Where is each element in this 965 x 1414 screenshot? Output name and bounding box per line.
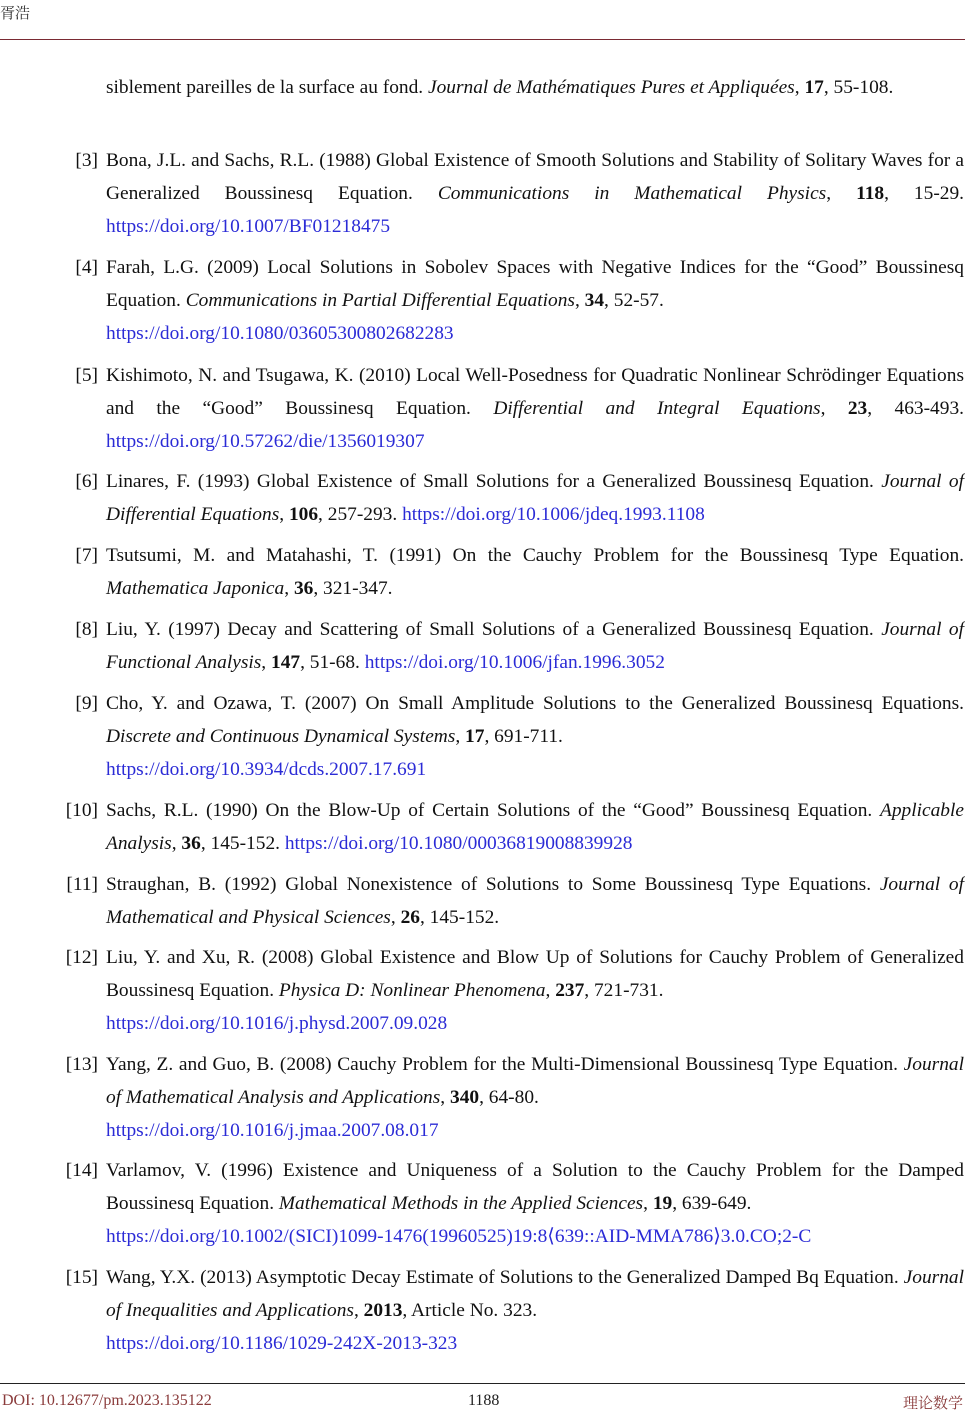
volume: 237 <box>555 980 585 1001</box>
reference-text: , <box>794 77 805 98</box>
reference-number: [10] <box>65 800 98 821</box>
reference-item <box>75 144 965 243</box>
reference-text: , <box>279 504 289 525</box>
reference-number: [11] <box>66 874 98 895</box>
reference-text: , <box>261 652 271 673</box>
reference-text: , <box>390 907 401 928</box>
running-header-author: 胥浩 <box>0 4 31 22</box>
volume: 2013 <box>363 1300 403 1321</box>
reference-text: Yang, Z. and Guo, B. (2008) Cauchy Problem for the Multi-Dimensional Boussinesq Type Equation. <box>106 1054 904 1075</box>
doi-link[interactable]: https://doi.org/10.1016/j.jmaa.2007.08.017 <box>106 1120 439 1141</box>
volume: 23 <box>847 398 868 419</box>
reference-text: Straughan, B. (1992) Global Nonexistence of Solutions to Some Boussinesq Type Equations. <box>106 874 880 895</box>
reference-text: , 15-29. <box>884 183 965 204</box>
reference-item <box>65 1261 964 1360</box>
reference-text: Wang, Y.X. (2013) Asymptotic Decay Estimate of Solutions to the Generalized Damped Bq Equation. <box>106 1267 904 1288</box>
reference-number: [8] <box>75 619 98 640</box>
reference-text: , 145-152. <box>200 833 285 854</box>
reference-item <box>75 539 964 605</box>
reference-item <box>75 359 964 458</box>
journal-name: Applicable Analysis <box>106 800 964 854</box>
footer-journal: 理论数学 <box>902 1394 963 1412</box>
journal-name: Discrete and Continuous Dynamical Systems <box>106 726 456 747</box>
journal-name: Journal of Inequalities and Applications <box>106 1267 964 1321</box>
reference-text: , <box>440 1087 450 1108</box>
doi-link[interactable]: https://doi.org/10.1080/03605300802682283 <box>106 323 454 344</box>
doi-link[interactable]: https://doi.org/10.57262/die/1356019307 <box>106 431 425 452</box>
reference-item <box>75 251 964 350</box>
reference-text: Tsutsumi, M. and Matahashi, T. (1991) On the Cauchy Problem for the Boussinesq Type Equation. <box>106 545 964 566</box>
doi-link[interactable]: https://doi.org/10.1006/jdeq.1993.1108 <box>402 504 705 525</box>
reference-text: , <box>171 833 182 854</box>
reference-text: Varlamov, V. (1996) Existence and Uniqueness of a Solution to the Cauchy Problem for the Damped Boussinesq Equation. <box>106 1160 964 1214</box>
reference-text: , 257-293. <box>318 504 403 525</box>
reference-text: , 55-108. <box>823 77 894 98</box>
volume: 26 <box>400 907 420 928</box>
reference-text: Liu, Y. and Xu, R. (2008) Global Existence and Blow Up of Solutions for Cauchy Problem of Generalized Boussinesq Equation. <box>106 947 964 1001</box>
journal-name: Communications in Mathematical Physics <box>437 183 827 204</box>
reference-text: Liu, Y. (1997) Decay and Scattering of Small Solutions of a Generalized Boussinesq Equation. <box>106 619 882 640</box>
reference-item <box>66 868 964 934</box>
reference-text: , 145-152. <box>419 907 500 928</box>
volume: 36 <box>293 578 314 599</box>
reference-number: [4] <box>75 257 98 278</box>
reference-number: [7] <box>75 545 98 566</box>
reference-number: [6] <box>75 471 98 492</box>
reference-item <box>75 687 964 786</box>
journal-name: Mathematica Japonica <box>106 578 285 599</box>
volume: 106 <box>288 504 319 525</box>
journal-name: Communications in Partial Differential Equations <box>185 290 575 311</box>
journal-name: Differential and Integral Equations <box>493 398 821 419</box>
reference-item <box>75 613 964 679</box>
reference-item <box>75 465 964 531</box>
reference-text: , <box>643 1193 653 1214</box>
reference-text: , 721-731. <box>584 980 664 1001</box>
reference-number: [13] <box>65 1054 98 1075</box>
doi-link[interactable]: https://doi.org/10.1007/BF01218475 <box>106 216 391 237</box>
volume: 147 <box>271 652 301 673</box>
reference-item <box>106 71 964 104</box>
reference-item <box>65 794 964 860</box>
volume: 118 <box>856 183 885 204</box>
volume: 17 <box>465 726 485 747</box>
reference-number: [15] <box>65 1267 98 1288</box>
reference-text: , <box>353 1300 364 1321</box>
journal-name: Journal of Mathematical Analysis and Applications <box>106 1054 964 1108</box>
doi-link[interactable]: https://doi.org/10.1016/j.physd.2007.09.028 <box>106 1013 448 1034</box>
reference-text: siblement pareilles de la surface au fond. <box>106 77 428 98</box>
volume: 17 <box>804 77 824 98</box>
reference-text: , 639-649. <box>672 1193 752 1214</box>
reference-number: [5] <box>75 365 98 386</box>
doi-link[interactable]: https://doi.org/10.1186/1029-242X-2013-323 <box>106 1333 458 1354</box>
reference-text: , <box>820 398 848 419</box>
doi-link[interactable]: https://doi.org/10.3934/dcds.2007.17.691 <box>106 759 427 780</box>
reference-item <box>65 1048 964 1147</box>
reference-number: [12] <box>65 947 98 968</box>
doi-link[interactable]: https://doi.org/10.1006/jfan.1996.3052 <box>364 652 665 673</box>
reference-text: , <box>284 578 294 599</box>
reference-text: Sachs, R.L. (1990) On the Blow-Up of Certain Solutions of the “Good” Boussinesq Equation. <box>106 800 880 821</box>
reference-text: Farah, L.G. (2009) Local Solutions in Sobolev Spaces with Negative Indices for the “Good” Boussinesq Equation. <box>106 257 964 311</box>
volume: 36 <box>181 833 201 854</box>
reference-text: , <box>574 290 585 311</box>
header-divider <box>0 39 965 40</box>
reference-text: , 52-57. <box>604 290 664 311</box>
reference-text: , <box>545 980 556 1001</box>
journal-name: Journal de Mathématiques Pures et Appliquées <box>427 77 795 98</box>
reference-text: , Article No. 323. <box>402 1300 538 1321</box>
reference-text: Bona, J.L. and Sachs, R.L. (1988) Global Existence of Smooth Solutions and Stability of Solitary Waves for a Generalized Boussinesq Equation. <box>106 150 964 204</box>
reference-text: , 463-493. <box>867 398 964 419</box>
doi-link[interactable]: https://doi.org/10.1080/00036819008839928 <box>284 833 633 854</box>
volume: 19 <box>652 1193 673 1214</box>
reference-item <box>65 1154 964 1253</box>
reference-text: , 64-80. <box>479 1087 539 1108</box>
page-number: 1188 <box>468 1392 500 1409</box>
reference-number: [14] <box>65 1160 98 1181</box>
journal-name: Journal of Functional Analysis <box>106 619 964 673</box>
journal-name: Journal of Differential Equations <box>106 471 964 525</box>
journal-name: Physica D: Nonlinear Phenomena <box>278 980 546 1001</box>
reference-text: Linares, F. (1993) Global Existence of Small Solutions for a Generalized Boussinesq Equation. <box>106 471 882 492</box>
volume: 34 <box>584 290 605 311</box>
footer-doi: DOI: 10.12677/pm.2023.135122 <box>2 1392 212 1409</box>
reference-text: Kishimoto, N. and Tsugawa, K. (2010) Local Well-Posedness for Quadratic Nonlinear Schrödinger Equations and the “Good” Boussinesq Equation. <box>106 365 964 419</box>
reference-text: Cho, Y. and Ozawa, T. (2007) On Small Amplitude Solutions to the Generalized Boussinesq Equations. <box>106 693 964 714</box>
reference-item <box>65 941 964 1040</box>
reference-number: [3] <box>75 150 98 171</box>
reference-number: [9] <box>75 693 98 714</box>
footer-divider <box>0 1383 965 1384</box>
reference-text: , 51-68. <box>300 652 365 673</box>
journal-name: Mathematical Methods in the Applied Sciences <box>278 1193 644 1214</box>
volume: 340 <box>450 1087 480 1108</box>
reference-text: , <box>826 183 857 204</box>
journal-name: Journal of Mathematical and Physical Sciences <box>106 874 964 928</box>
reference-text: , 691-711. <box>484 726 563 747</box>
reference-text: , <box>455 726 466 747</box>
doi-link[interactable]: https://doi.org/10.1002/(SICI)1099-1476(19960525)19:8⟨639::AID-MMA786⟩3.0.CO;2-C <box>106 1226 812 1247</box>
reference-text: , 321-347. <box>313 578 393 599</box>
